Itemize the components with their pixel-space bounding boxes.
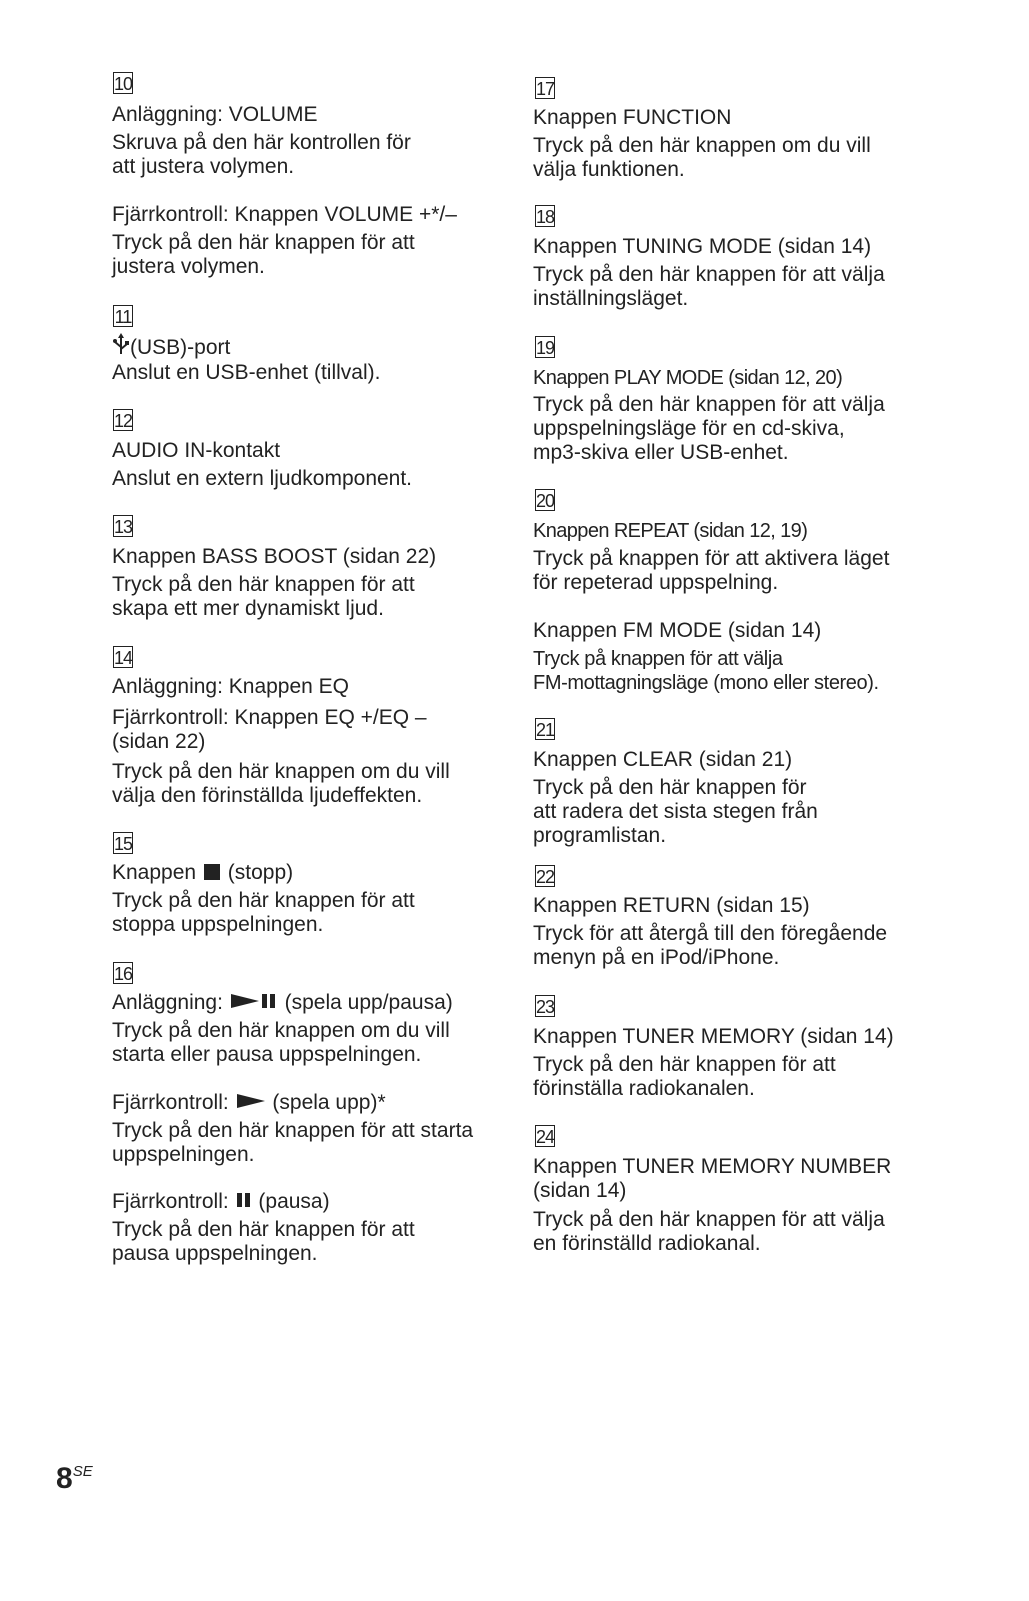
- page-number-value: 8: [56, 1462, 73, 1495]
- item-title: (spela upp/pausa): [284, 991, 453, 1014]
- item-description: Tryck på den här knappen för att förinställa radiokanalen.: [533, 1053, 836, 1100]
- item-description: Tryck på den här knappen för att starta uppspelningen.: [112, 1119, 474, 1166]
- item-title: Knappen TUNER MEMORY NUMBER (sidan 14): [533, 1155, 892, 1202]
- item-description: Tryck på den här knappen för att pausa uppspelningen.: [112, 1218, 415, 1265]
- item-title: (spela upp)*: [272, 1091, 386, 1114]
- play-pause-icon: [229, 992, 279, 1010]
- item-title: Anläggning: VOLUME: [112, 103, 318, 126]
- item-description: Tryck på knappen för att aktivera läget för repeterad uppspelning.: [533, 547, 890, 594]
- item-number-14: 14: [114, 648, 133, 668]
- item-description: Tryck på den här knappen om du vill starta eller pausa uppspelningen.: [112, 1019, 450, 1066]
- item-title-prefix: Fjärrkontroll:: [112, 1091, 229, 1114]
- item-title: Knappen FUNCTION: [533, 106, 732, 129]
- page-number: [56, 1462, 93, 1496]
- item-number-22: 22: [536, 867, 555, 887]
- stop-icon: [204, 864, 220, 880]
- item-description: Tryck på den här knappen för att välja inställningsläget.: [533, 263, 885, 310]
- item-title-row: [112, 333, 230, 360]
- play-icon: [235, 1092, 267, 1110]
- item-description: Tryck på den här knappen för att radera det sista stegen från programlistan.: [533, 776, 818, 847]
- item-description: Tryck för att återgå till den föregående menyn på en iPod/iPhone.: [533, 922, 888, 969]
- item-title: (USB)-port: [130, 336, 231, 359]
- item-number-21: 21: [536, 720, 555, 740]
- item-title: Knappen TUNER MEMORY (sidan 14): [533, 1025, 894, 1048]
- item-title: AUDIO IN-kontakt: [112, 439, 281, 462]
- item-number-24: 24: [536, 1127, 555, 1147]
- page-number-suffix: SE: [72, 1463, 93, 1480]
- item-title-prefix: Knappen: [112, 861, 197, 884]
- item-title-row: [112, 1190, 330, 1214]
- item-number-20: 20: [536, 491, 555, 511]
- item-description: Tryck på den här knappen för att skapa ett mer dynamiskt ljud.: [112, 573, 415, 620]
- pause-icon: [235, 1191, 253, 1209]
- item-title: (pausa): [258, 1190, 330, 1213]
- item-title-row: [112, 861, 293, 885]
- item-title-prefix: Anläggning:: [112, 991, 223, 1014]
- item-title: Fjärrkontroll: Knappen VOLUME +*/–: [112, 203, 457, 226]
- item-number-16: 16: [114, 964, 133, 984]
- item-title: Anläggning: Knappen EQ: [112, 675, 350, 698]
- item-title: Knappen PLAY MODE (sidan 12, 20): [533, 367, 843, 389]
- item-description: Anslut en USB-enhet (tillval).: [112, 361, 381, 384]
- item-title-prefix: Fjärrkontroll:: [112, 1190, 229, 1213]
- item-title-row: [112, 1091, 386, 1115]
- item-title: Knappen BASS BOOST (sidan 22): [112, 545, 437, 568]
- item-description: Skruva på den här kontrollen för att justera volymen.: [112, 131, 411, 178]
- item-description: Tryck på den här knappen för att justera volymen.: [112, 231, 415, 278]
- item-number-19: 19: [536, 338, 555, 358]
- item-number-23: 23: [536, 997, 555, 1017]
- item-description: Tryck på knappen för att välja FM-mottagningsläge (mono eller stereo).: [533, 648, 879, 694]
- item-title-secondary: Fjärrkontroll: Knappen EQ +/EQ – (sidan 22): [112, 706, 427, 753]
- item-title: Knappen REPEAT (sidan 12, 19): [533, 520, 808, 542]
- item-number-13: 13: [114, 517, 133, 537]
- item-number-18: 18: [536, 207, 555, 227]
- item-title: Knappen CLEAR (sidan 21): [533, 748, 793, 771]
- usb-icon: [112, 333, 130, 355]
- item-description: Tryck på den här knappen för att stoppa uppspelningen.: [112, 889, 415, 936]
- item-number-12: 12: [114, 411, 133, 431]
- item-title: (stopp): [227, 861, 294, 884]
- item-title: Knappen TUNING MODE (sidan 14): [533, 235, 872, 258]
- item-number-17: 17: [536, 79, 555, 99]
- item-number-15: 15: [114, 834, 133, 854]
- item-title-row: [112, 991, 453, 1015]
- item-description: Tryck på den här knappen om du vill välja den förinställda ljudeffekten.: [112, 760, 450, 807]
- item-description: Tryck på den här knappen för att välja en förinställd radiokanal.: [533, 1208, 885, 1255]
- item-description: Tryck på den här knappen för att välja uppspelningsläge för en cd-skiva, mp3-skiva eller USB-enhet.: [533, 393, 885, 464]
- item-title: Knappen RETURN (sidan 15): [533, 894, 810, 917]
- item-number-10: 10: [114, 74, 133, 94]
- item-title: Knappen FM MODE (sidan 14): [533, 619, 822, 642]
- item-number-11: 11: [114, 307, 132, 327]
- item-description: Anslut en extern ljudkomponent.: [112, 467, 413, 490]
- item-description: Tryck på den här knappen om du vill välja funktionen.: [533, 134, 871, 181]
